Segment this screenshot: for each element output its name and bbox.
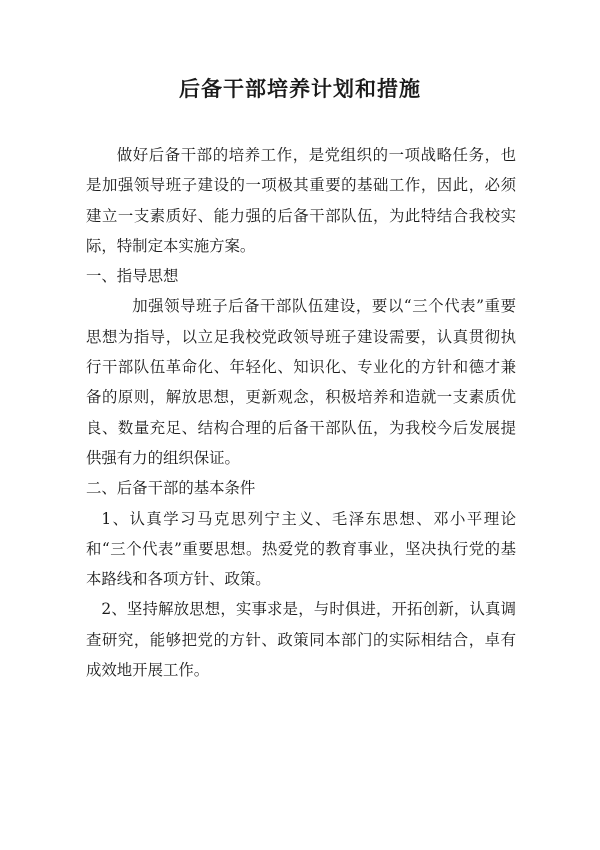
condition-item-2: 2、坚持解放思想，实事求是，与时俱进，开拓创新，认真调查研究，能够把党的方针、政策同本部门的实际相结合，卓有成效地开展工作。: [86, 600, 516, 680]
intro-paragraph: 做好后备干部的培养工作，是党组织的一项战略任务，也是加强领导班子建设的一项极其重要的基础工作，因此，必须建立一支素质好、能力强的后备干部队伍，为此特结合我校实际，特制定本实施方案。: [86, 146, 516, 255]
section-heading-basic-conditions: 二、后备干部的基本条件: [86, 479, 256, 498]
section-heading-guiding-ideology: 一、指导思想: [86, 267, 179, 286]
condition-item-1: 1、认真学习马克思列宁主义、毛泽东思想、邓小平理论和“三个代表”重要思想。热爱党的教育事业，坚决执行党的基本路线和各项方针、政策。: [86, 509, 516, 589]
document-body: [86, 140, 516, 685]
document-title: 后备干部培养计划和措施: [179, 77, 421, 101]
guiding-ideology-paragraph: 加强领导班子后备干部队伍建设，要以“三个代表”重要思想为指导，以立足我校党政领导班子建设需要，认真贯彻执行干部队伍革命化、年轻化、知识化、专业化的方针和德才兼备的原则，解放思想，更新观念，积极培养和造就一支素质优良、数量充足、结构合理的后备干部队伍，为我校今后发展提供强有力的组织保证。: [86, 297, 516, 467]
